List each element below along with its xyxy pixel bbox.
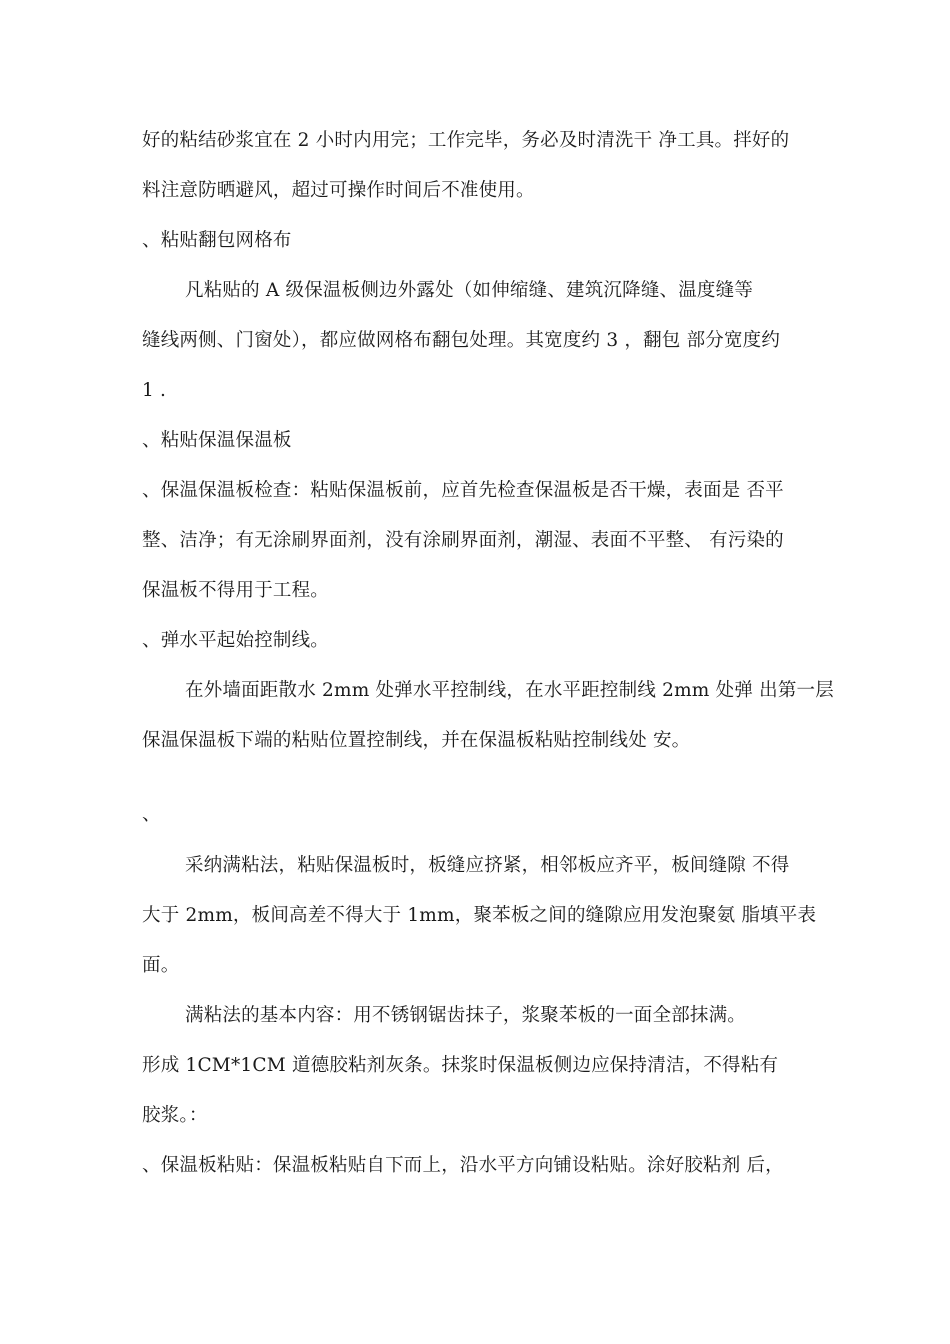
section-heading: 、粘贴保温保温板: [142, 430, 292, 451]
text-line: 大于 2mm，板间高差不得大于 1mm，聚苯板之间的缝隙应用发泡聚氨 脂填平表: [142, 905, 817, 926]
text-line: 好的粘结砂浆宜在 2 小时内用完；工作完毕，务必及时清洗干 净工具。拌好的: [142, 130, 790, 151]
text-line: 缝线两侧、门窗处），都应做网格布翻包处理。其宽度约 3 ，翻包 部分宽度约: [142, 330, 781, 351]
section-heading: 、弹水平起始控制线。: [142, 630, 330, 651]
text-line: 胶浆。：: [142, 1105, 208, 1126]
text-line: 整、洁净；有无涂刷界面剂，没有涂刷界面剂，潮湿、表面不平整、 有污染的: [142, 530, 784, 551]
text-line: 凡粘贴的 A 级保温板侧边外露处（如伸缩缝、建筑沉降缝、温度缝等: [185, 280, 754, 301]
text-line: 料注意防晒避风，超过可操作时间后不准使用。: [142, 180, 535, 201]
section-heading: 、粘贴翻包网格布: [142, 230, 292, 251]
text-line: 1 .: [142, 380, 167, 401]
text-line: 在外墙面距散水 2mm 处弹水平控制线，在水平距控制线 2mm 处弹 出第一层: [185, 680, 834, 701]
text-line: 保温保温板下端的粘贴位置控制线，并在保温板粘贴控制线处 安。: [142, 730, 691, 751]
text-line: 保温板不得用于工程。: [142, 580, 330, 601]
section-heading: 、: [142, 804, 161, 825]
text-line: 采纳满粘法，粘贴保温板时，板缝应挤紧，相邻板应齐平，板间缝隙 不得: [185, 855, 790, 876]
text-line: 形成 1CM*1CM 道德胶粘剂灰条。抹浆时保温板侧边应保持清洁，不得粘有: [142, 1055, 779, 1076]
text-line: 面。: [142, 955, 180, 976]
text-line: 、保温板粘贴：保温板粘贴自下而上，沿水平方向铺设粘贴。涂好胶粘剂 后，: [142, 1155, 784, 1176]
text-line: 、保温保温板检查：粘贴保温板前，应首先检查保温板是否干燥，表面是 否平: [142, 480, 784, 501]
text-line: 满粘法的基本内容：用不锈钢锯齿抹子，浆聚苯板的一面全部抹满。: [185, 1005, 747, 1026]
